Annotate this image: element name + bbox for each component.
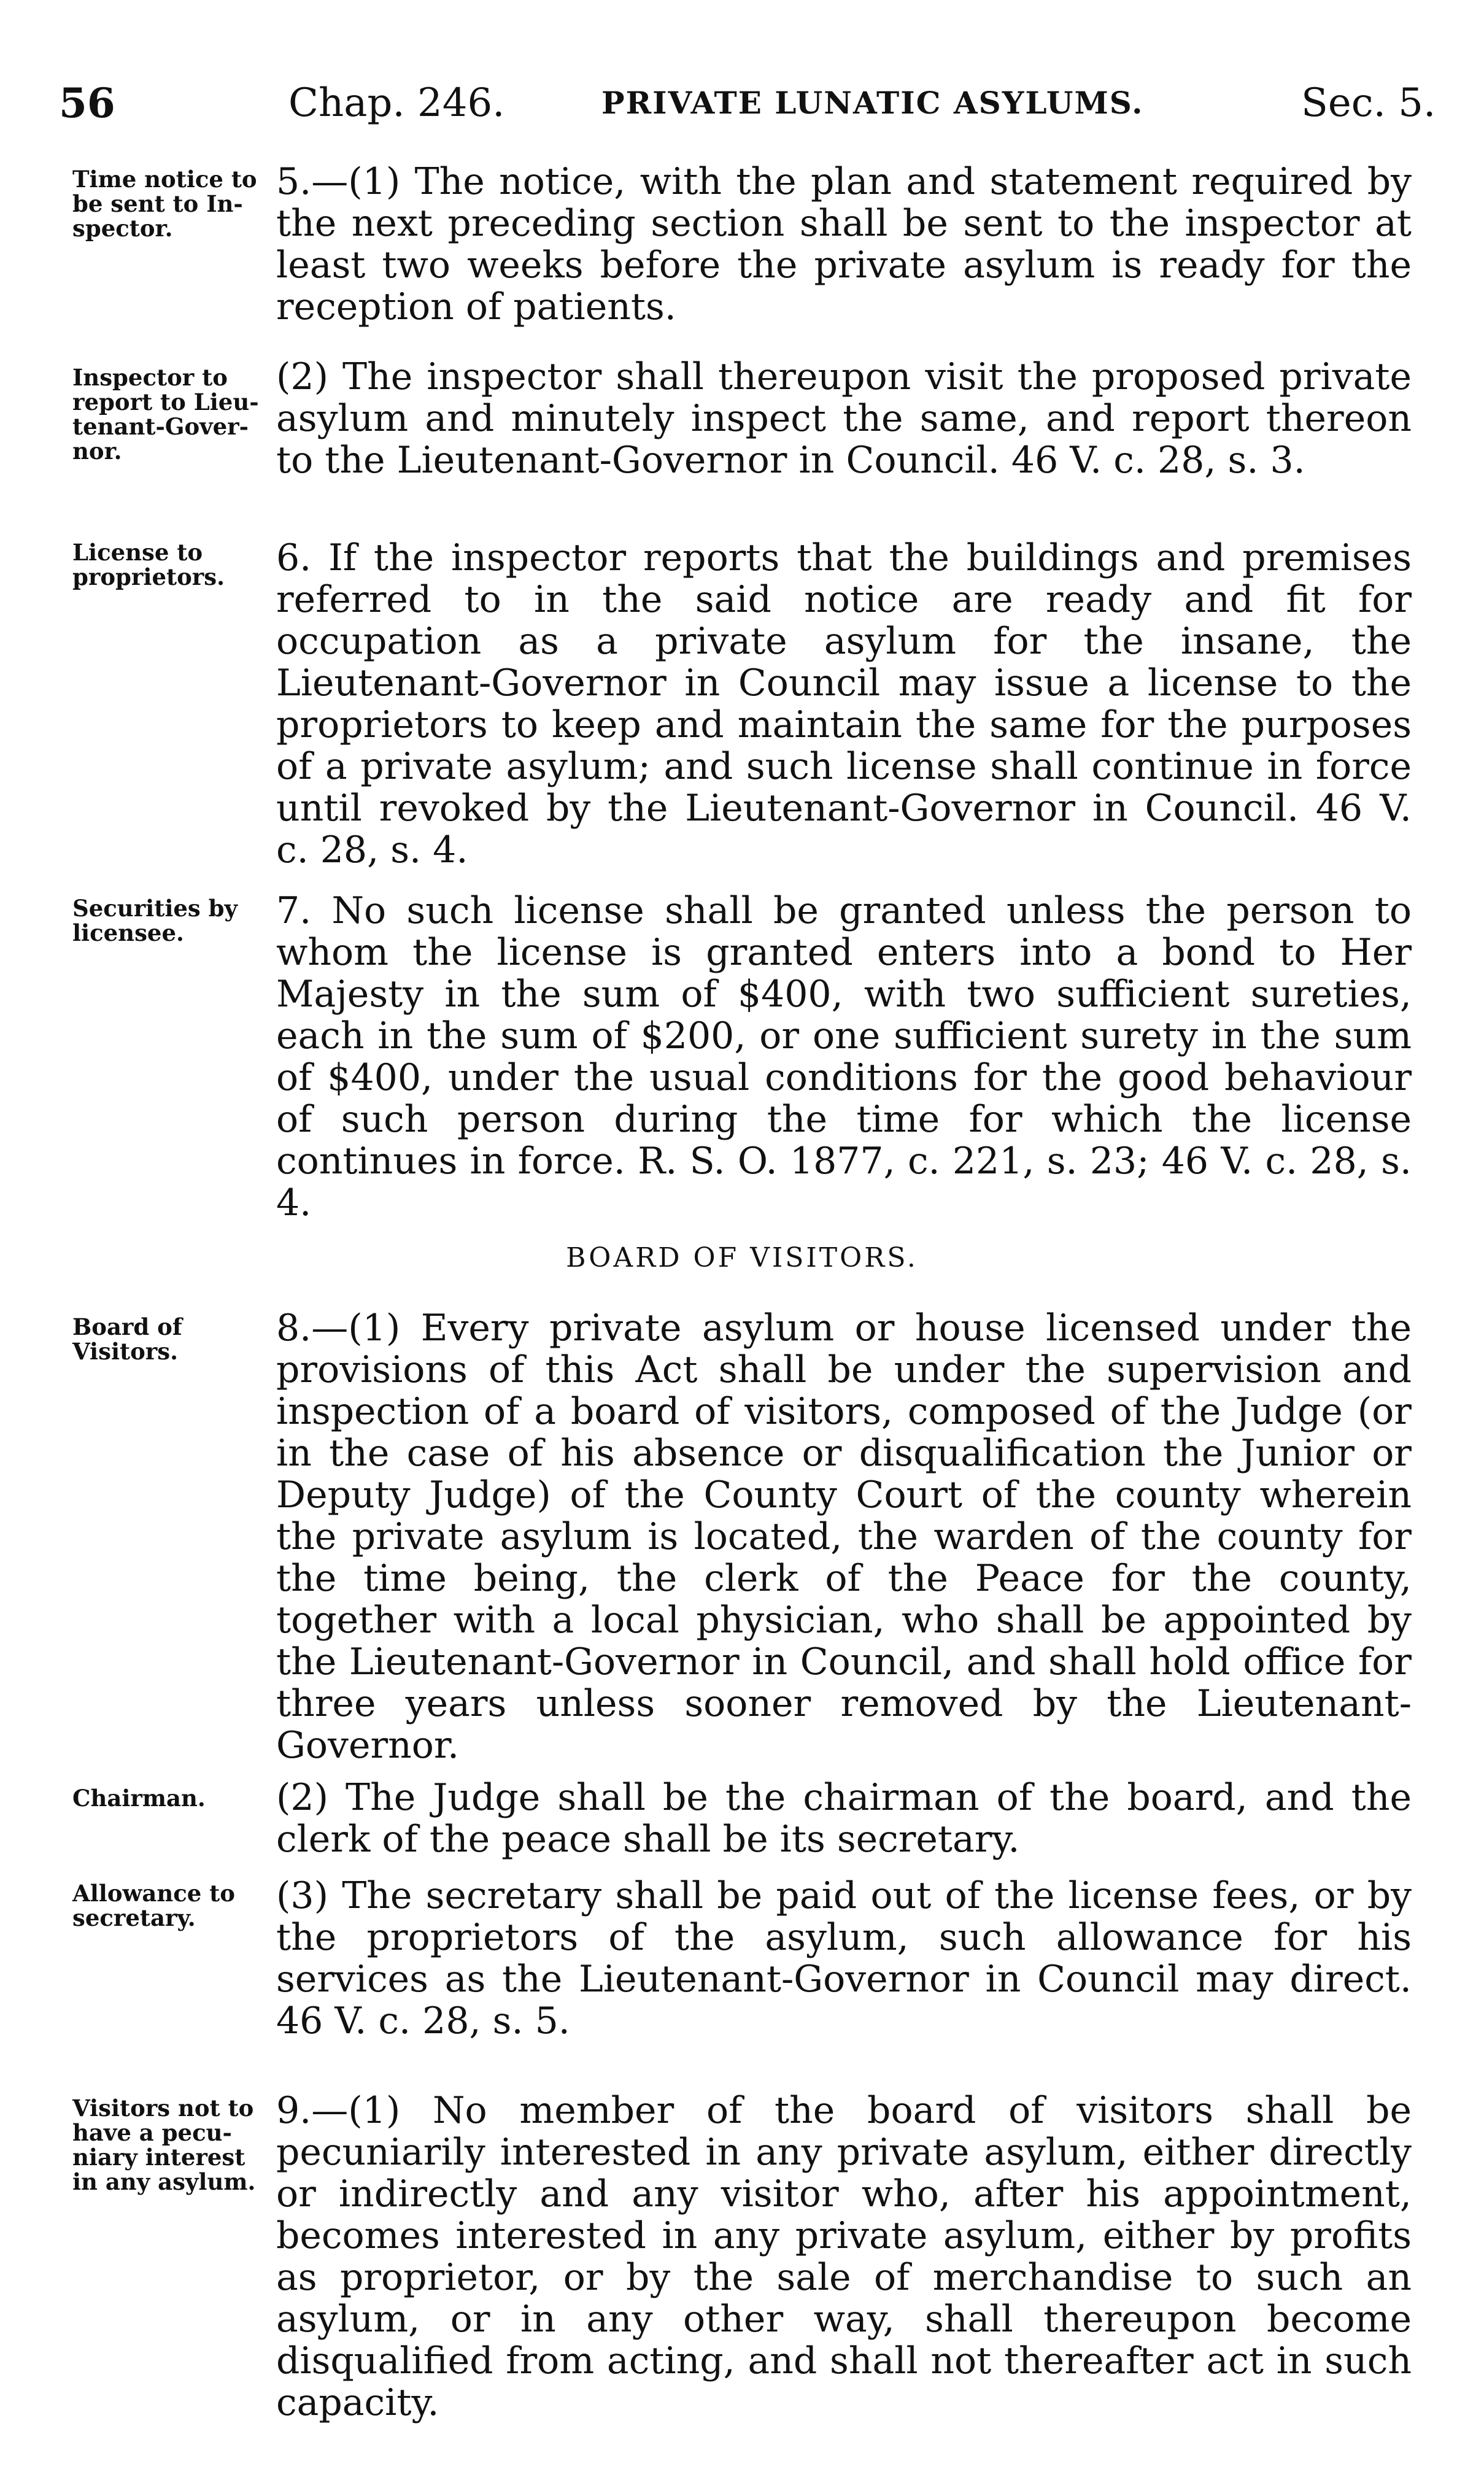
section-5-2: (2) The inspector shall thereupon visit the proposed private asylum and minutely inspect the same, and report thereon to the Lieutenant-Governor in Council. 46 V. c. 28, s. 3. [276, 355, 1412, 482]
chapter-label: Chap. 246. [288, 80, 505, 126]
section-5-1: 5.—(1) The notice, with the plan and statement required by the next preceding section shall be sent to the inspector at least two weeks before the private asylum is ready for the reception of patients. [276, 160, 1412, 328]
board-of-visitors-heading: BOARD OF VISITORS. [566, 1242, 918, 1273]
side-note-inspector-report: Inspector to report to Lieu- tenant-Gover- nor. [72, 364, 259, 465]
section-7: 7. No such license shall be granted unless the person to whom the license is granted enters into a bond to Her Majesty in the sum of $400, with two sufficient sureties, each in the sum of $200, or one sufficient surety in the sum of $400, under the usual conditions for the good behaviour of such person during the time for which the license continues in force. R. S. O. 1877, c. 221, s. 23; 46 V. c. 28, s. 4. [276, 889, 1412, 1224]
side-note-chairman: Chairman. [72, 1785, 206, 1812]
side-note-board: Board of Visitors. [72, 1313, 182, 1365]
running-title: PRIVATE LUNATIC ASYLUMS. [601, 85, 1144, 121]
section-8-1: 8.—(1) Every private asylum or house licensed under the provisions of this Act shall be under the supervision and inspection of a board of visitors, composed of the Judge (or in the case of his absence or disqualification the Junior or Deputy Judge) of the County Court of the county wherein the private asylum is located, the warden of the county for the time being, the clerk of the Peace for the county, together with a local physician, who shall be appointed by the Lieutenant-Governor in Council, and shall hold office for three years unless sooner removed by the Lieutenant-Governor. [276, 1307, 1412, 1767]
page-number: 56 [59, 79, 115, 127]
side-note-securities: Securities by licensee. [72, 895, 238, 946]
side-note-license: License to proprietors. [72, 539, 225, 590]
section-9-1: 9.—(1) No member of the board of visitors shall be pecuniarily interested in any private asylum, either directly or indirectly and any visitor who, after his appointment, becomes interested in any private asylum, either by profits as proprietor, or by the sale of merchandise to such an asylum, or in any other way, shall thereupon become disqualified from acting, and shall not thereafter act in such capacity. [276, 2089, 1412, 2424]
section-6: 6. If the inspector reports that the buildings and premises referred to in the said notice are ready and fit for occupation as a private asylum for the insane, the Lieutenant-Governor in Council may issue a license to the proprietors to keep and maintain the same for the purposes of a private asylum; and such license shall continue in force until revoked by the Lieutenant-Governor in Council. 46 V. c. 28, s. 4. [276, 536, 1412, 871]
section-label: Sec. 5. [1301, 80, 1436, 126]
side-note-visitors-interest: Visitors not to have a pecu- niary interest in any asylum. [72, 2095, 256, 2195]
side-note-time-notice: Time notice to be sent to In- spector. [72, 166, 257, 242]
side-note-allowance: Allowance to secretary. [72, 1880, 235, 1931]
section-8-2: (2) The Judge shall be the chairman of the board, and the clerk of the peace shall be its secretary. [276, 1776, 1412, 1861]
section-8-3: (3) The secretary shall be paid out of the license fees, or by the proprietors of the asylum, such allowance for his services as the Lieutenant-Governor in Council may direct. 46 V. c. 28, s. 5. [276, 1874, 1412, 2042]
